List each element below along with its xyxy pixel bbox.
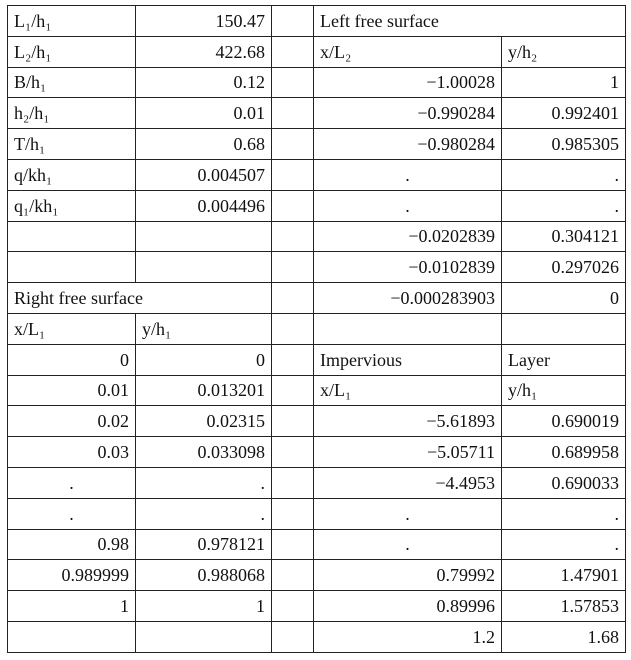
table-row — [8, 98, 626, 129]
left-y-value: 0 — [502, 283, 626, 314]
left-col-y-header: y/h₂ — [502, 36, 626, 67]
right-y-value: 0.988068 — [136, 560, 272, 591]
impervious-y-ellipsis: . — [502, 529, 626, 560]
empty-cell — [502, 313, 626, 344]
right-y-value: 0 — [136, 344, 272, 375]
param-name: B/h₁ — [8, 67, 136, 98]
impervious-y-value: 1.47901 — [502, 560, 626, 591]
right-x-ellipsis: . — [8, 498, 136, 529]
empty-cell — [272, 98, 314, 129]
right-x-value: 1 — [8, 591, 136, 622]
param-value: 0.004496 — [136, 190, 272, 221]
param-value: 0.68 — [136, 129, 272, 160]
table-row — [8, 344, 626, 375]
table-row — [8, 36, 626, 67]
empty-cell — [272, 6, 314, 37]
impervious-x-ellipsis: . — [314, 529, 502, 560]
right-y-value: 0.978121 — [136, 529, 272, 560]
table-row — [8, 221, 626, 252]
param-name: h₂/h₁ — [8, 98, 136, 129]
right-x-value: 0.01 — [8, 375, 136, 406]
left-y-ellipsis: . — [502, 159, 626, 190]
right-x-value: 0.989999 — [8, 560, 136, 591]
impervious-y-value: 1.57853 — [502, 591, 626, 622]
empty-cell — [272, 498, 314, 529]
right-x-value: 0.03 — [8, 437, 136, 468]
table-row — [8, 560, 626, 591]
empty-cell — [136, 252, 272, 283]
impervious-col-x-header: x/L₁ — [314, 375, 502, 406]
empty-cell — [8, 252, 136, 283]
param-name: L₁/h₁ — [8, 6, 136, 37]
empty-cell — [136, 621, 272, 652]
table-row — [8, 159, 626, 190]
impervious-col-y-header: y/h₁ — [502, 375, 626, 406]
left-y-value: 1 — [502, 67, 626, 98]
param-value: 150.47 — [136, 6, 272, 37]
param-value: 0.12 — [136, 67, 272, 98]
empty-cell — [136, 221, 272, 252]
empty-cell — [272, 129, 314, 160]
left-y-ellipsis: . — [502, 190, 626, 221]
table-row — [8, 283, 626, 314]
empty-cell — [272, 467, 314, 498]
empty-cell — [272, 591, 314, 622]
empty-cell — [272, 375, 314, 406]
empty-cell — [272, 344, 314, 375]
left-y-value: 0.985305 — [502, 129, 626, 160]
right-y-ellipsis: . — [136, 467, 272, 498]
right-x-value: 0.98 — [8, 529, 136, 560]
table-row — [8, 437, 626, 468]
empty-cell — [272, 67, 314, 98]
right-free-surface-title: Right free surface — [8, 283, 272, 314]
empty-cell — [272, 283, 314, 314]
right-x-value: 0.02 — [8, 406, 136, 437]
left-x-value: −0.000283903 — [314, 283, 502, 314]
left-x-ellipsis: . — [314, 190, 502, 221]
impervious-y-ellipsis: . — [502, 498, 626, 529]
right-x-ellipsis: . — [8, 467, 136, 498]
param-value: 422.68 — [136, 36, 272, 67]
right-y-ellipsis: . — [136, 498, 272, 529]
param-name: L₂/h₁ — [8, 36, 136, 67]
impervious-x-value: −5.05711 — [314, 437, 502, 468]
empty-cell — [272, 313, 314, 344]
table-row — [8, 190, 626, 221]
impervious-x-value: 0.89996 — [314, 591, 502, 622]
empty-cell — [272, 560, 314, 591]
left-y-value: 0.297026 — [502, 252, 626, 283]
right-col-x-header: x/L₁ — [8, 313, 136, 344]
param-value: 0.004507 — [136, 159, 272, 190]
right-y-value: 0.013201 — [136, 375, 272, 406]
param-name: q/kh₁ — [8, 159, 136, 190]
param-name: T/h₁ — [8, 129, 136, 160]
table-row — [8, 6, 626, 37]
right-y-value: 1 — [136, 591, 272, 622]
data-table-sheet — [7, 5, 625, 653]
right-x-value: 0 — [8, 344, 136, 375]
left-x-value: −0.990284 — [314, 98, 502, 129]
left-y-value: 0.304121 — [502, 221, 626, 252]
empty-cell — [8, 221, 136, 252]
empty-cell — [272, 529, 314, 560]
empty-cell — [314, 313, 502, 344]
left-x-value: −0.980284 — [314, 129, 502, 160]
impervious-x-value: −5.61893 — [314, 406, 502, 437]
table-row — [8, 406, 626, 437]
param-name: q₁/kh₁ — [8, 190, 136, 221]
table-row — [8, 529, 626, 560]
impervious-y-value: 1.68 — [502, 621, 626, 652]
impervious-y-value: 0.689958 — [502, 437, 626, 468]
table-row — [8, 252, 626, 283]
left-x-value: −1.00028 — [314, 67, 502, 98]
table-row — [8, 67, 626, 98]
table-row — [8, 467, 626, 498]
table-row — [8, 313, 626, 344]
right-col-y-header: y/h₁ — [136, 313, 272, 344]
impervious-x-value: −4.4953 — [314, 467, 502, 498]
empty-cell — [272, 159, 314, 190]
left-x-value: −0.0102839 — [314, 252, 502, 283]
impervious-y-value: 0.690019 — [502, 406, 626, 437]
right-y-value: 0.033098 — [136, 437, 272, 468]
param-value: 0.01 — [136, 98, 272, 129]
table-row — [8, 498, 626, 529]
empty-cell — [272, 437, 314, 468]
left-y-value: 0.992401 — [502, 98, 626, 129]
empty-cell — [272, 252, 314, 283]
empty-cell — [272, 406, 314, 437]
impervious-x-value: 0.79992 — [314, 560, 502, 591]
empty-cell — [272, 221, 314, 252]
left-free-surface-title: Left free surface — [314, 6, 626, 37]
table-row — [8, 129, 626, 160]
results-table — [7, 5, 626, 653]
left-x-value: −0.0202839 — [314, 221, 502, 252]
impervious-title: Impervious — [314, 344, 502, 375]
table-row — [8, 621, 626, 652]
layer-title: Layer — [502, 344, 626, 375]
empty-cell — [272, 190, 314, 221]
impervious-y-value: 0.690033 — [502, 467, 626, 498]
impervious-x-ellipsis: . — [314, 498, 502, 529]
table-row — [8, 375, 626, 406]
table-row — [8, 591, 626, 622]
impervious-x-value: 1.2 — [314, 621, 502, 652]
empty-cell — [272, 36, 314, 67]
empty-cell — [272, 621, 314, 652]
empty-cell — [8, 621, 136, 652]
left-x-ellipsis: . — [314, 159, 502, 190]
left-col-x-header: x/L₂ — [314, 36, 502, 67]
right-y-value: 0.02315 — [136, 406, 272, 437]
